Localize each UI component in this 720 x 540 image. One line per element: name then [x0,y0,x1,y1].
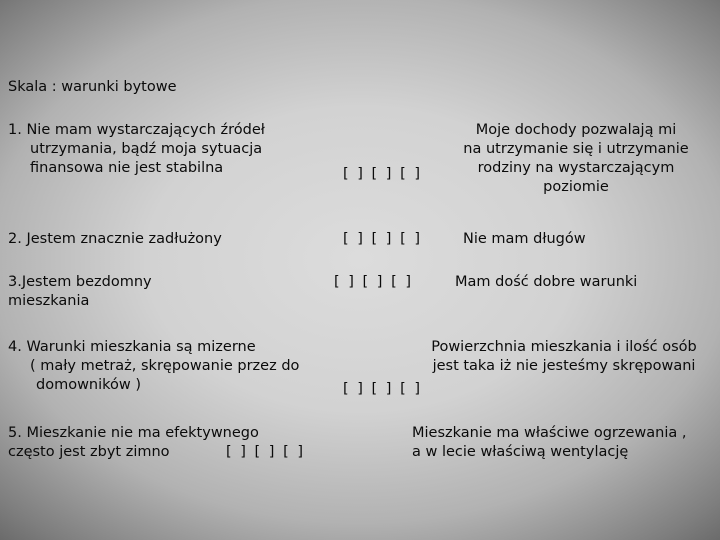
item-1-scale: [ ] [ ] [ ] [343,166,422,182]
item-2-negative: 2. Jestem znacznie zadłużony [8,231,222,247]
item-1-positive-line-3: rodziny na wystarczającym [477,160,675,176]
item-4-positive-line-2: jest taka iż nie jesteśmy skrępowani [432,358,696,374]
item-4-negative-line-3: domowników ) [36,377,142,393]
item-1-negative [8,121,265,178]
item-1-positive [456,121,696,197]
page-title: Skala : warunki bytowe [8,79,177,95]
item-4-negative [8,338,299,395]
item-4-positive [418,338,710,376]
item-3-scale: [ ] [ ] [ ] [334,274,413,290]
item-5-positive-line-2: a w lecie właściwą wentylację [412,444,629,460]
item-5-positive [412,424,686,462]
item-1-positive-line-1: Moje dochody pozwalają mi [475,122,677,138]
item-3-negative-line-2: mieszkania [8,293,90,309]
item-1-negative-line-2: utrzymania, bądź moja sytuacja [30,141,263,157]
item-3-negative-line-1: 3.Jestem bezdomny [8,274,152,290]
item-4-negative-line-2: ( mały metraż, skrępowanie przez do [30,358,300,374]
item-2-scale: [ ] [ ] [ ] [343,231,422,247]
item-4-negative-line-1: 4. Warunki mieszkania są mizerne [8,339,256,355]
item-3-negative [8,273,152,311]
item-4-positive-line-1: Powierzchnia mieszkania i ilość osób [431,339,697,355]
item-1-negative-line-3: finansowa nie jest stabilna [30,160,224,176]
item-1-positive-line-2: na utrzymanie się i utrzymanie [463,141,689,157]
item-5-positive-line-1: Mieszkanie ma właściwe ogrzewania , [412,425,687,441]
item-4-scale: [ ] [ ] [ ] [343,381,422,397]
item-2-positive: Nie mam długów [463,231,586,247]
item-5-scale: [ ] [ ] [ ] [226,444,305,460]
item-5-negative-line-2: często jest zbyt zimno [8,444,170,460]
item-1-negative-line-1: 1. Nie mam wystarczających źródeł [8,122,265,138]
item-1-positive-line-4: poziomie [543,179,609,195]
item-3-positive: Mam dość dobre warunki [455,274,638,290]
item-5-negative [8,424,259,462]
item-5-negative-line-1: 5. Mieszkanie nie ma efektywnego [8,425,259,441]
